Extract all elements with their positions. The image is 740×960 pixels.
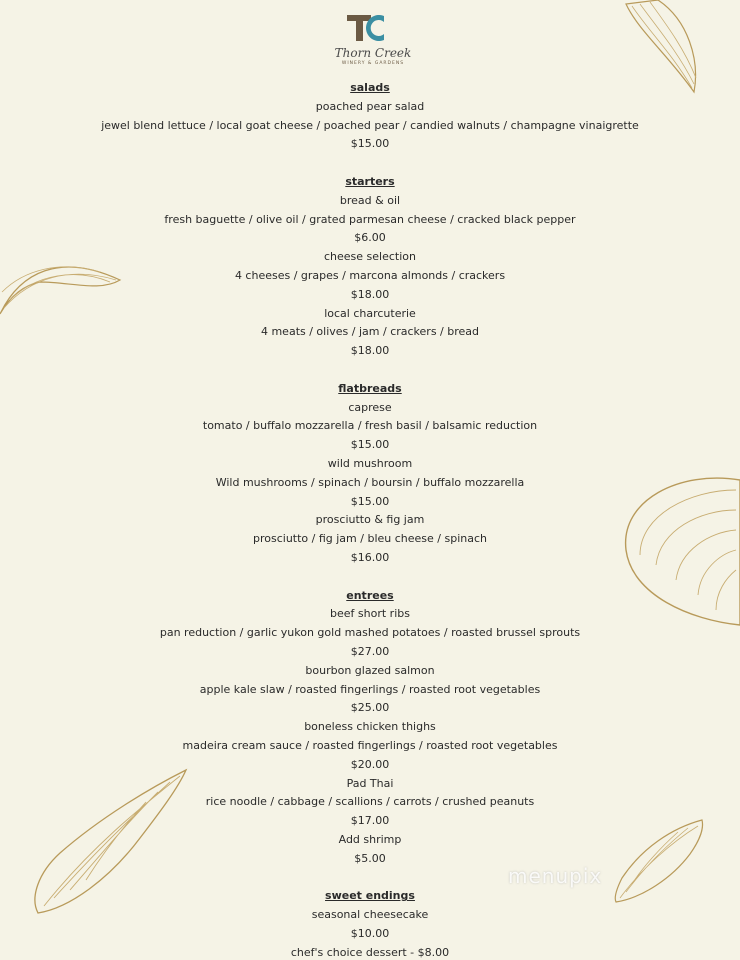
menu-item-name: bread & oil — [339, 193, 401, 207]
menu-item-price: $20.00 — [350, 757, 390, 771]
menu-item-price: $16.00 — [350, 551, 390, 564]
menu-item-price: $18.00 — [350, 287, 390, 301]
menu-item-price: $5.00 — [354, 851, 386, 865]
section-heading: salads — [350, 81, 390, 94]
menu-item-price: $27.00 — [350, 645, 390, 658]
menu-item-name: Pad Thai — [346, 776, 394, 790]
logo-tagline: WINERY & GARDENS — [341, 61, 405, 66]
menu-item-description: jewel blend lettuce / local goat cheese / poached pear / candied walnuts / champagne vinaigrette — [101, 118, 639, 132]
section-heading: flatbreads — [338, 381, 402, 395]
menu-item-name: poached pear salad — [315, 99, 425, 113]
menu-item-description: 4 cheeses / grapes / marcona almonds / crackers — [234, 269, 506, 282]
menu-item-name: Add shrimp — [338, 833, 402, 846]
menu-item-name: caprese — [348, 400, 392, 414]
menu-item-price: $10.00 — [350, 927, 390, 940]
menu-item-price: $15.00 — [350, 494, 390, 508]
menu-item-description: 4 meats / olives / jam / crackers / bread — [260, 325, 480, 339]
menu-item-name: wild mushroom — [327, 457, 413, 470]
menu-item-price: $15.00 — [350, 137, 390, 151]
logo-name: Thorn Creek — [334, 46, 412, 60]
menu-item-description: madeira cream sauce / roasted fingerlings / roasted root vegetables — [182, 739, 558, 752]
thorn-creek-logo — [328, 12, 418, 74]
menu-item-description: Wild mushrooms / spinach / boursin / buffalo mozzarella — [215, 475, 525, 489]
menu-item-description: tomato / buffalo mozzarella / fresh basil / balsamic reduction — [202, 419, 538, 433]
menu-item-name: beef short ribs — [330, 607, 410, 621]
menu-item-price: $6.00 — [354, 231, 386, 245]
watermark: menupix — [508, 864, 603, 888]
menu-item-name: bourbon glazed salmon — [305, 663, 435, 677]
menu-item-name: cheese selection — [324, 250, 416, 264]
menu-item-description: fresh baguette / olive oil / grated parmesan cheese / cracked black pepper — [164, 212, 576, 226]
section-heading: starters — [345, 175, 395, 188]
menu-item-name: chef's choice dessert - $8.00 — [290, 945, 450, 959]
menu-item-price: $18.00 — [350, 344, 390, 358]
section-heading: entrees — [346, 588, 394, 602]
menu-item-description: rice noodle / cabbage / scallions / carrots / crushed peanuts — [205, 795, 535, 809]
menu-item-description: apple kale slaw / roasted fingerlings / roasted root vegetables — [199, 682, 541, 696]
menu-item-name: seasonal cheesecake — [311, 908, 429, 922]
menu-item-price: $25.00 — [350, 701, 390, 715]
menu-item-description: pan reduction / garlic yukon gold mashed potatoes / roasted brussel sprouts — [159, 626, 581, 640]
menu-item-price: $15.00 — [350, 438, 390, 452]
menu-item-name: boneless chicken thighs — [304, 720, 436, 734]
menu-item-name: prosciutto & fig jam — [315, 513, 425, 527]
section-heading: sweet endings — [325, 889, 415, 903]
menu-item-description: prosciutto / fig jam / bleu cheese / spinach — [252, 532, 487, 546]
menu-item-price: $17.00 — [350, 814, 390, 828]
menu-item-name: local charcuterie — [324, 306, 416, 320]
